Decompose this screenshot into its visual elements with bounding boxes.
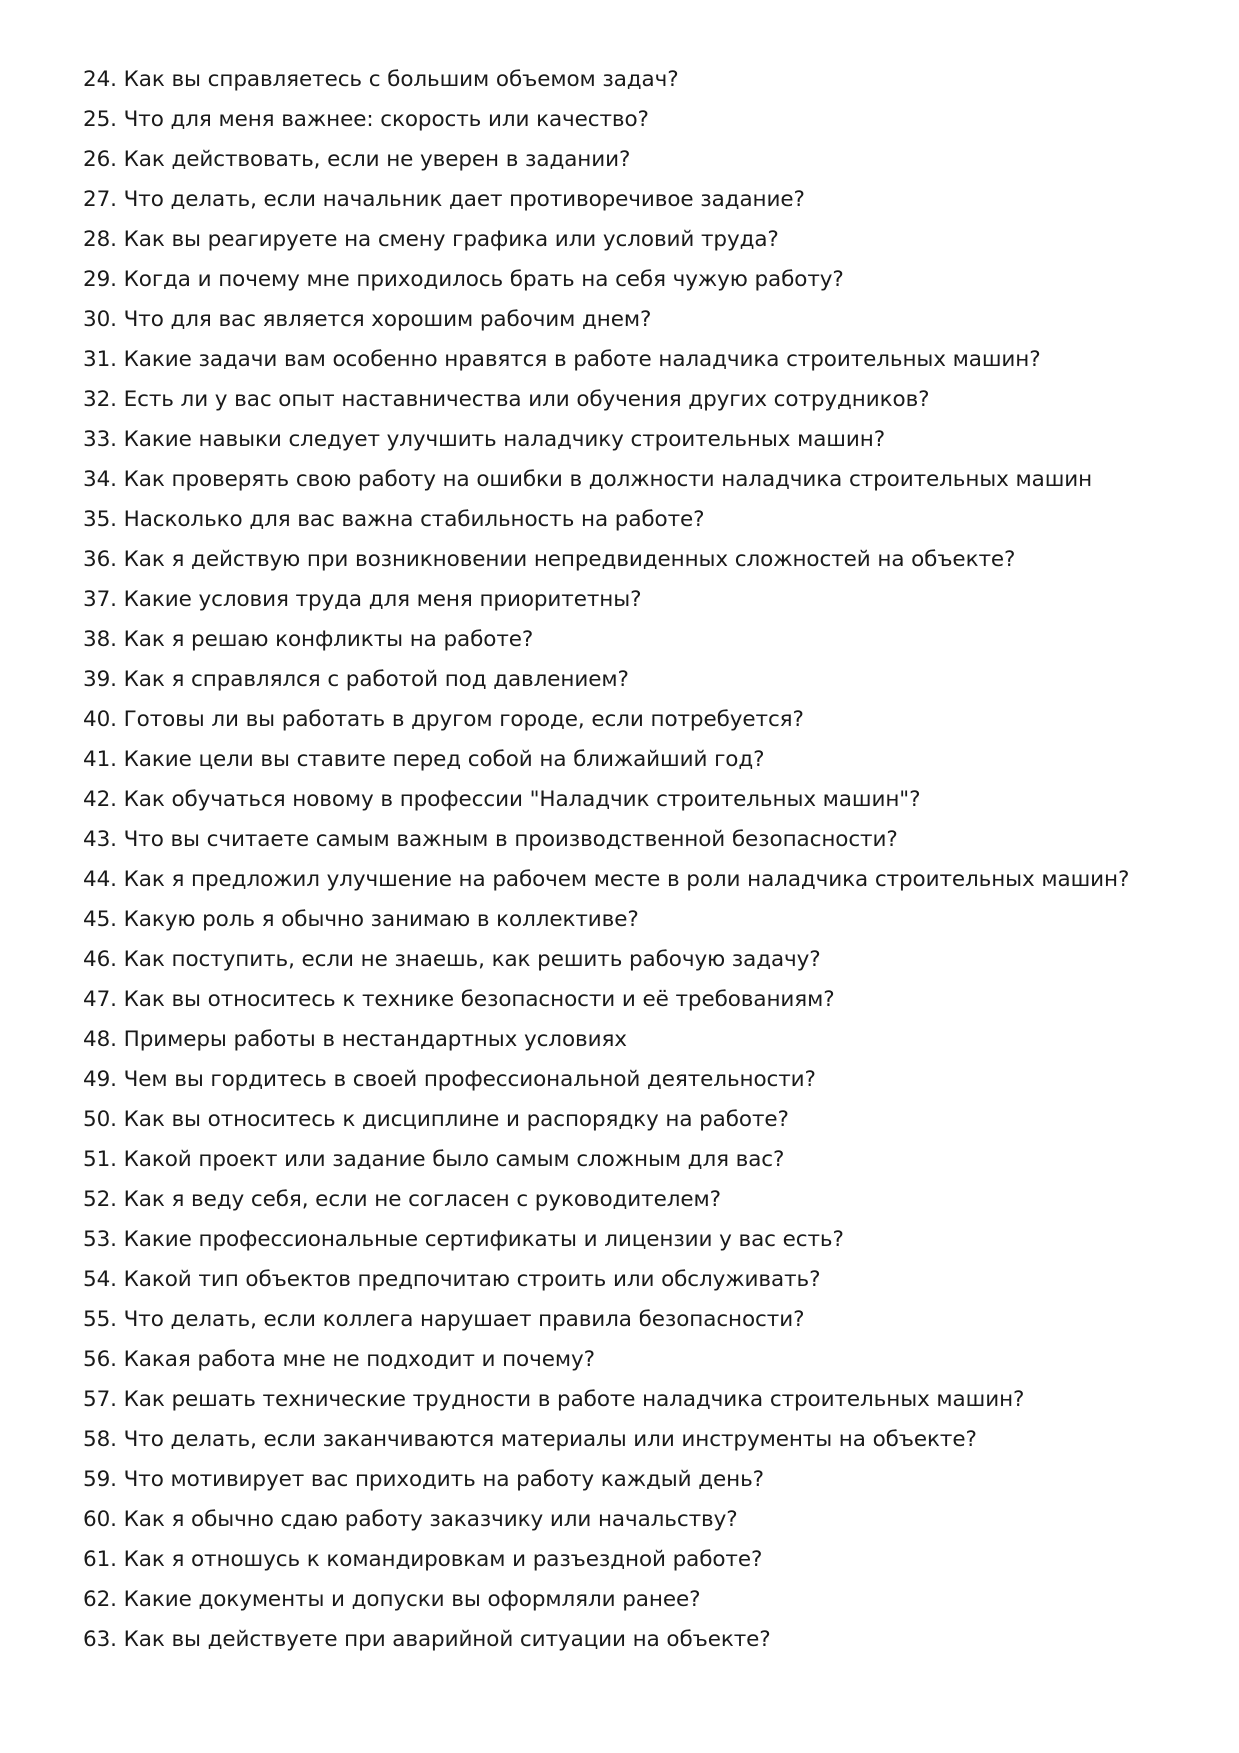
question-item: 46. Как поступить, если не знаешь, как решить рабочую задачу?	[83, 947, 821, 972]
question-item: 37. Какие условия труда для меня приоритетны?	[83, 587, 642, 612]
question-item: 44. Как я предложил улучшение на рабочем месте в роли наладчика строительных машин?	[83, 867, 1130, 892]
question-item: 27. Что делать, если начальник дает противоречивое задание?	[83, 187, 805, 212]
question-item: 51. Какой проект или задание было самым сложным для вас?	[83, 1147, 785, 1172]
question-item: 24. Как вы справляетесь с большим объемом задач?	[83, 67, 679, 92]
question-item: 31. Какие задачи вам особенно нравятся в работе наладчика строительных машин?	[83, 347, 1041, 372]
question-item: 63. Как вы действуете при аварийной ситуации на объекте?	[83, 1627, 771, 1652]
question-item: 25. Что для меня важнее: скорость или качество?	[83, 107, 649, 132]
question-item: 61. Как я отношусь к командировкам и разъездной работе?	[83, 1547, 763, 1572]
question-item: 26. Как действовать, если не уверен в задании?	[83, 147, 631, 172]
question-item: 34. Как проверять свою работу на ошибки в должности наладчика строительных машин	[83, 467, 1093, 492]
question-item: 55. Что делать, если коллега нарушает правила безопасности?	[83, 1307, 805, 1332]
question-item: 32. Есть ли у вас опыт наставничества или обучения других сотрудников?	[83, 387, 930, 412]
question-item: 36. Как я действую при возникновении непредвиденных сложностей на объекте?	[83, 547, 1016, 572]
question-item: 49. Чем вы гордитесь в своей профессиональной деятельности?	[83, 1067, 816, 1092]
question-item: 39. Как я справлялся с работой под давлением?	[83, 667, 629, 692]
question-item: 40. Готовы ли вы работать в другом городе, если потребуется?	[83, 707, 804, 732]
question-item: 30. Что для вас является хорошим рабочим днем?	[83, 307, 652, 332]
question-item: 29. Когда и почему мне приходилось брать на себя чужую работу?	[83, 267, 844, 292]
question-item: 35. Насколько для вас важна стабильность на работе?	[83, 507, 705, 532]
question-item: 28. Как вы реагируете на смену графика или условий труда?	[83, 227, 779, 252]
question-item: 42. Как обучаться новому в профессии "Наладчик строительных машин"?	[83, 787, 921, 812]
question-item: 59. Что мотивирует вас приходить на работу каждый день?	[83, 1467, 764, 1492]
question-item: 38. Как я решаю конфликты на работе?	[83, 627, 534, 652]
question-item: 33. Какие навыки следует улучшить наладчику строительных машин?	[83, 427, 886, 452]
question-item: 58. Что делать, если заканчиваются материалы или инструменты на объекте?	[83, 1427, 977, 1452]
question-item: 47. Как вы относитесь к технике безопасности и её требованиям?	[83, 987, 835, 1012]
question-item: 41. Какие цели вы ставите перед собой на ближайший год?	[83, 747, 765, 772]
question-item: 45. Какую роль я обычно занимаю в коллективе?	[83, 907, 639, 932]
question-item: 53. Какие профессиональные сертификаты и лицензии у вас есть?	[83, 1227, 844, 1252]
question-item: 62. Какие документы и допуски вы оформляли ранее?	[83, 1587, 701, 1612]
question-item: 54. Какой тип объектов предпочитаю строить или обслуживать?	[83, 1267, 821, 1292]
question-item: 43. Что вы считаете самым важным в производственной безопасности?	[83, 827, 898, 852]
question-list	[83, 60, 1203, 1660]
question-item: 52. Как я веду себя, если не согласен с руководителем?	[83, 1187, 721, 1212]
question-item: 56. Какая работа мне не подходит и почему?	[83, 1347, 595, 1372]
question-item: 57. Как решать технические трудности в работе наладчика строительных машин?	[83, 1387, 1025, 1412]
question-item: 60. Как я обычно сдаю работу заказчику или начальству?	[83, 1507, 738, 1532]
question-item: 50. Как вы относитесь к дисциплине и распорядку на работе?	[83, 1107, 789, 1132]
question-item: 48. Примеры работы в нестандартных условиях	[83, 1027, 627, 1052]
